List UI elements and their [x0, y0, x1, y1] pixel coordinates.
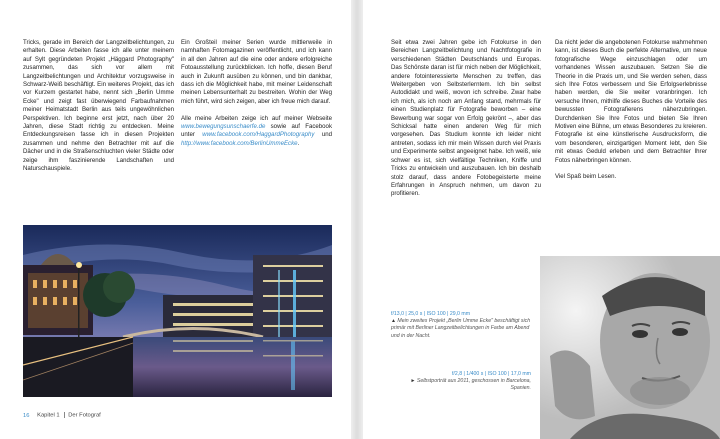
page-footer: [23, 412, 101, 419]
column-4: [555, 39, 707, 190]
column-3-text: Seit etwa zwei Jahren gebe ich Fotokurse in den Bereichen Langzeitbelichtung und Nachtfotografie in verschiedenen Städten Deutschlands und Europas. Das Schönste daran ist für mich neben der Möglichkeit, andere fotointeressierte Menschen zu treffen, das Weitergeben von Selbsterlerntem. Ich bin selbst Autodidakt und weiß, wovon ich schreibe. Zwar habe ich mich, als ich noch am Anfang stand, mehrmals für einen Studienplatz für Fotografie beworben – eine Bewerbung war sogar von Erfolg gekrönt –, aber das Schicksal hatte einen anderen Weg für mich vorgesehen. Das Studium konnte ich leider nicht antreten, sodass ich mir mein Wissen durch viel Praxis und Experimente selbst angeeignet habe. Ich weiß, wie schwer es ist, sich vielfältige Techniken, Kniffe und Tricks zu entwickeln und auszubauen. Ich bin deshalb stolz darauf, dass andere Fotobegeisterte meine Erfahrungen in Anspruch nehmen, um davon zu profitieren.: [391, 39, 541, 198]
caption-2-meta: f/2,8 | 1/400 s | ISO 100 | 17,0 mm: [451, 371, 531, 377]
caption-1-body: [391, 318, 531, 340]
chapter-title: Der Fotograf: [68, 412, 101, 419]
berlin-night-photo: [23, 225, 332, 397]
column-3: [391, 39, 541, 207]
book-gutter: [351, 0, 363, 439]
column-2-paragraph-1: Ein Großteil meiner Serien wurde mittlerweile in namhaften Fotomagazinen veröffentlicht, und ich kann in all den Jahren auf die eine oder andere erfolgreiche Fotoausstellung zurückblicken. Ich hoffe, diesen Beruf auch in Zukunft ausüben zu können, und bin dankbar, dass ich die Möglichkeit habe, mit meiner Leidenschaft meinen Lebensunterhalt zu bestreiten. Wohin der Weg mich führt, wird sich zeigen, aber ich freue mich darauf.: [181, 39, 332, 105]
column-1: [23, 39, 174, 182]
column-4-paragraph-1: Da nicht jeder die angebotenen Fotokurse wahrnehmen kann, ist dieses Buch die perfekte Alternative, um neue fotografische Wege einzuschlagen oder um vorhandenes Wissen auszubauen. Setzen Sie die Theorie in die Praxis um, und Sie werden sehen, dass sich Ihre Fotos verbessern und Sie Erfolgserlebnisse haben werden, die Sie weiter voranbringen. Ich versuche Ihnen, mithilfe dieses Buches die Vorteile des bewussten Fotografierens näherzubringen. Durchdenken Sie Ihre Fotos und bieten Sie Ihren Motiven eine Bühne, um etwas Besonderes zu kreieren. Fotografie ist eine künstlerische Ausdrucksform, die vom besonderen, einzigartigen Moment lebt, den Sie mit etwas Geduld erleben und dem Betrachter Ihrer Fotos näherbringen können.: [555, 39, 707, 164]
column-2: [181, 39, 332, 157]
web-intro-text: Alle meine Arbeiten zeige ich auf meiner Webseite: [181, 114, 332, 122]
facebook-link-berlin[interactable]: http://www.facebook.com/BerlinUmmeEcke: [181, 139, 298, 147]
period-text: .: [297, 139, 300, 147]
website-link[interactable]: www.bewegungsunschaerfe.de: [181, 123, 266, 131]
caption-berlin: [391, 311, 531, 340]
caption-selfportrait: [391, 371, 531, 393]
column-2-paragraph-2: [181, 115, 332, 149]
caption-1-text: Mein zweites Projekt „Berlin Umme Ecke" beschäftigt sich primär mit Berliner Langzeitbelichtungen in Farbe am Abend und in der Nacht.: [391, 318, 531, 339]
facebook-link-haggard[interactable]: www.facebook.com/HaggardPhotography: [202, 131, 315, 139]
column-1-text: Tricks, gerade im Bereich der Langzeitbelichtungen, zu erhalten. Diese Arbeiten fasse ich alle unter meinem auf Sylt gegründeten Projekt „Häggard Photography" zusammen, das sich vor allem mit Langzeitbelichtungen und Architektur vorzugsweise in Schwarz-Weiß beschäftigt. Ein weiteres Projekt, das ich vor Kurzem gestartet habe, nennt sich „Berlin Umme Ecke" und zeigt fast überwiegend Farbaufnahmen meiner Heimatstadt Berlin aus teils ungewöhnlichen Perspektiven. Ich beginne erst jetzt, nach über 20 Jahren, diese Stadt richtig zu entdecken. Meine Entdeckungsreisen fasse ich in diesen Projekten zusammen und nehme den Betrachter mit auf die Dächer und in die Straßenschluchten vieler Städte oder zeige ihm faszinierende Landschaften und Naturschauspiele.: [23, 39, 174, 173]
left-page: [0, 0, 351, 439]
chapter-label: Kapitel 1: [37, 412, 60, 419]
self-portrait-photo: [540, 256, 720, 439]
footer-divider: [64, 412, 65, 418]
caption-2-body: [391, 378, 531, 392]
caption-1-meta: f/13,0 | 25,0 s | ISO 100 | 29,0 mm: [391, 311, 471, 317]
and-text: und: [314, 131, 332, 139]
facebook-intro-text: sowie auf Facebook unter: [181, 123, 332, 139]
page-number: 16: [23, 412, 30, 419]
column-4-paragraph-2: Viel Spaß beim Lesen.: [555, 173, 617, 181]
right-triangle-icon: ▲: [391, 318, 396, 325]
caption-2-text: Selbstporträt aus 2011, geschossen in Barcelona, Spanien.: [416, 378, 531, 392]
right-triangle-icon: ►: [410, 378, 416, 385]
